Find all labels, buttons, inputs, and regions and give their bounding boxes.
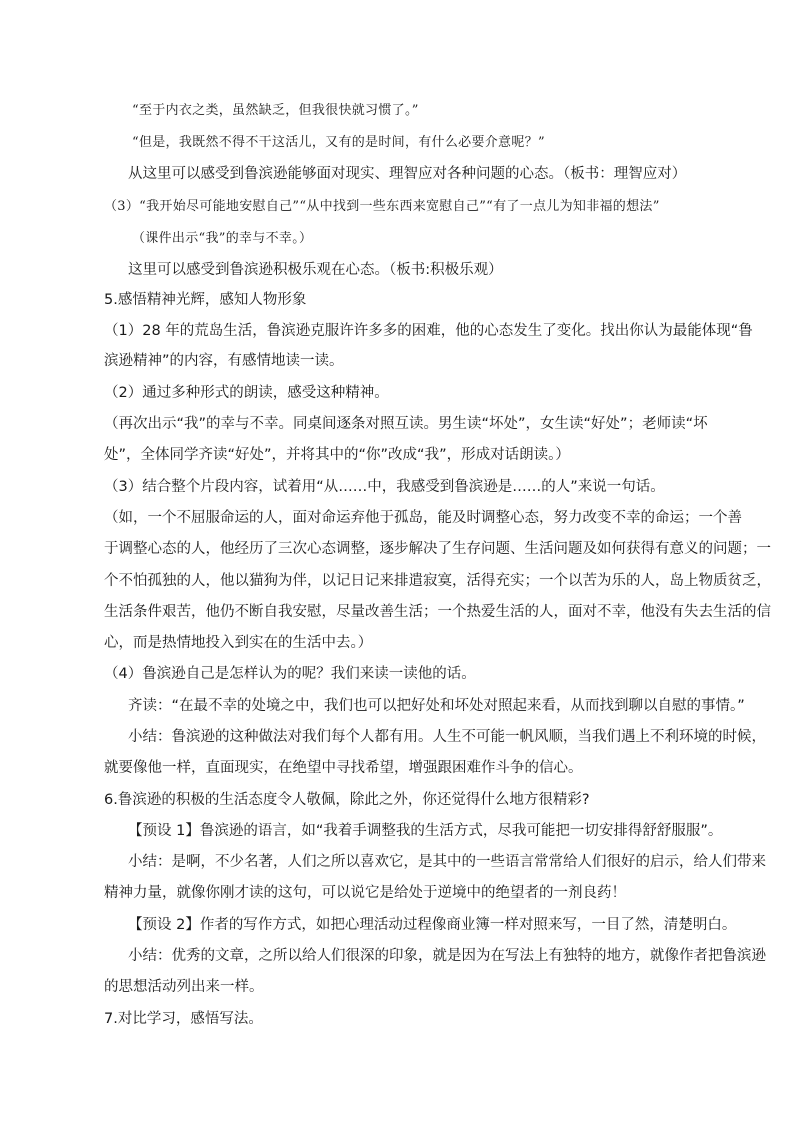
section5-heading: 5.感悟精神光辉，感知人物形象: [104, 292, 307, 308]
section6-preset2: 【预设 2】作者的写作方式，如把心理活动过程像商业簿一样对照来写，一目了然，清楚明白。: [128, 917, 737, 933]
section6-heading: 6.鲁滨逊的积极的生活态度令人敬佩，除此之外，你还觉得什么地方很精彩?: [104, 792, 590, 808]
section5-p3b-line1: （如，一个不屈服命运的人，面对命运弃他于孤岛，能及时调整心态，努力改变不幸的命运；一个善: [104, 510, 742, 526]
paragraph-rational: 从这里可以感受到鲁滨逊能够面对现实、理智应对各种问题的心态。（板书：理智应对）: [128, 166, 687, 182]
section5-qidu: 齐读：“在最不幸的处境之中，我们也可以把好处和坏处对照起来看，从而找到聊以自慰的事情。”: [128, 698, 745, 714]
section6-summary1-line1: 小结：是啊，不少名著，人们之所以喜欢它，是其中的一些语言常常给人们很好的启示，给人们带来: [128, 854, 766, 870]
section5-p1-line1: （1）28 年的荒岛生活，鲁滨逊克服许许多多的困难，他的心态发生了变化。找出你认为最能体现“鲁: [104, 323, 753, 339]
section5-p3b-line5: 心，而是热情地投入到实在的生活中去。）: [104, 635, 373, 651]
section5-summary-line1: 小结：鲁滨逊的这种做法对我们每个人都有用。人生不可能一帆风顺，当我们遇上不利环境的时候，: [128, 729, 766, 745]
section5-p1-line2: 滨逊精神”的内容，有感情地读一读。: [104, 353, 344, 369]
section6-summary1-line2: 精神力量，就像你刚才读的这句，可以说它是给处于逆境中的绝望者的一剂良药！: [104, 885, 626, 901]
section5-p3b-line3: 个不怕孤独的人，他以猫狗为伴，以记日记来排遣寂寞，活得充实；一个以苦为乐的人，岛上物质贫乏，: [104, 573, 771, 589]
section5-p4: （4）鲁滨逊自己是怎样认为的呢？我们来读一读他的话。: [104, 666, 476, 682]
item3-quotes: （3）“我开始尽可能地安慰自己”“从中找到一些东西来宽慰自己”“有了一点儿为知非福的想法”: [104, 199, 660, 214]
section6-preset1: 【预设 1】鲁滨逊的语言，如“我着手调整我的生活方式，尽我可能把一切安排得舒舒服服”。: [128, 823, 723, 839]
section6-summary2-line1: 小结：优秀的文章，之所以给人们很深的印象，就是因为在写法上有独特的地方，就像作者把鲁滨逊: [128, 948, 766, 964]
item3-summary: 这里可以感受到鲁滨逊积极乐观在心态。（板书:积极乐观）: [128, 262, 503, 278]
section5-p2b-line1: （再次出示“我”的幸与不幸。同桌间逐条对照互读。男生读“坏处”，女生读“好处”；老师读“坏: [104, 416, 708, 432]
item3-courseware: （课件出示“我”的幸与不幸。）: [132, 231, 313, 246]
section5-p3b-line4: 生活条件艰苦，他仍不断自我安慰，尽量改善生活；一个热爱生活的人，面对不幸，他没有失去生活的信: [104, 604, 771, 620]
section5-summary-line2: 就要像他一样，直面现实，在绝望中寻找希望，增强跟困难作斗争的信心。: [104, 760, 583, 776]
section5-p2b-line2: 处”，全体同学齐读“好处”，并将其中的“你”改成“我”，形成对话朗读。）: [104, 447, 570, 463]
section5-p3b-line2: 于调整心态的人，他经历了三次心态调整，逐步解决了生存问题、生活问题及如何获得有意义的问题；一: [104, 541, 771, 557]
quote-underwear: “至于内衣之类，虽然缺乏，但我很快就习惯了。”: [132, 103, 419, 118]
quote-work: “但是，我既然不得不干这活儿，又有的是时间，有什么必要介意呢？”: [132, 135, 545, 150]
section5-p3: （3）结合整个片段内容，试着用“从……中，我感受到鲁滨逊是……的人”来说一句话。: [104, 479, 665, 495]
section7-heading: 7.对比学习，感悟写法。: [104, 1011, 263, 1027]
section5-p2: （2）通过多种形式的朗读，感受这种精神。: [104, 385, 389, 401]
section6-summary2-line2: 的思想活动列出来一样。: [104, 979, 264, 995]
